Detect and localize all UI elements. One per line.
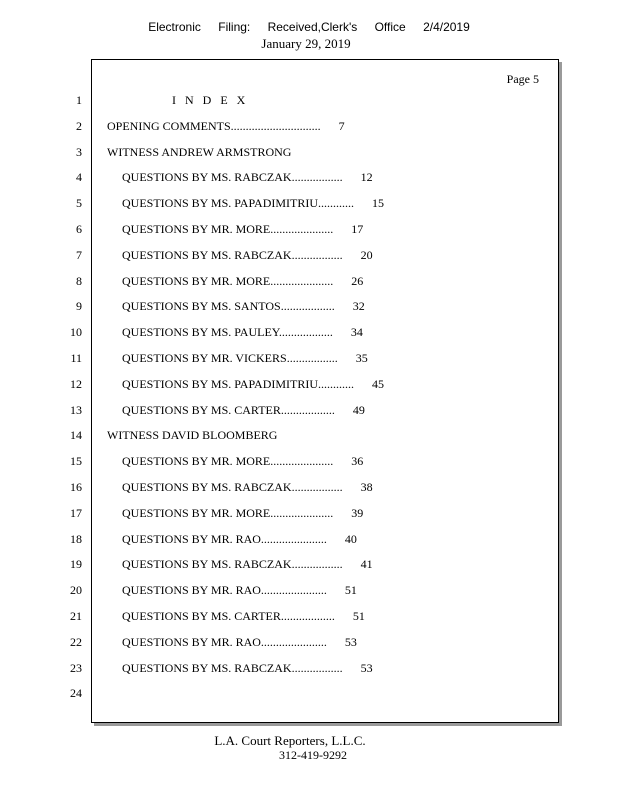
index-entry: WITNESS DAVID BLOOMBERG (107, 428, 278, 443)
filing-part: 2/4/2019 (423, 20, 470, 34)
line-number: 18 (70, 531, 82, 546)
index-entry: QUESTIONS BY MS. PAPADIMITRIU............ 45 (122, 376, 385, 391)
line-number: 22 (70, 634, 82, 649)
line-number: 14 (70, 428, 82, 443)
index-entry: QUESTIONS BY MS. RABCZAK................. 12 (122, 170, 373, 185)
index-entry: QUESTIONS BY MS. RABCZAK................. 38 (122, 480, 373, 494)
line-number: 7 (76, 247, 82, 262)
footer-phone: 312-419-9292 (279, 748, 347, 762)
index-title: I N D E X (172, 93, 249, 107)
index-entry: QUESTIONS BY MR. MORE..................... 26 (122, 273, 364, 288)
index-entry: QUESTIONS BY MR. MORE..................... 39 (122, 505, 364, 520)
line-number: 12 (70, 376, 82, 391)
line-number: 11 (70, 351, 82, 365)
filing-part: Electronic (148, 20, 201, 34)
line-number: 10 (70, 325, 82, 340)
index-entry: QUESTIONS BY MS. RABCZAK................. 20 (122, 247, 373, 262)
line-number: 8 (76, 273, 82, 288)
line-number: 23 (70, 660, 82, 675)
line-number: 20 (70, 583, 82, 598)
index-entry: QUESTIONS BY MR. RAO...................... 53 (122, 634, 357, 649)
index-entry: QUESTIONS BY MS. CARTER.................. 49 (122, 402, 365, 417)
line-number: 2 (76, 118, 82, 133)
line-number: 9 (76, 299, 82, 314)
footer-company: L.A. Court Reporters, L.L.C. (214, 733, 366, 748)
line-number: 5 (76, 196, 82, 211)
filing-part: Office (374, 20, 406, 34)
line-number: 4 (76, 170, 82, 185)
filing-part: Received,Clerk's (267, 20, 358, 34)
index-entry: QUESTIONS BY MS. PAPADIMITRIU............ 15 (122, 196, 385, 211)
electronic-filing-stamp (0, 20, 618, 34)
line-number: 15 (70, 454, 82, 469)
filing-part: Filing: (218, 20, 251, 34)
line-number: 17 (70, 505, 82, 520)
line-number: 6 (76, 222, 82, 236)
line-number: 19 (70, 557, 82, 572)
line-number: 16 (70, 480, 82, 494)
line-number: 13 (70, 402, 82, 417)
index-entry: QUESTIONS BY MS. RABCZAK................. 53 (122, 660, 373, 675)
index-entry: QUESTIONS BY MS. CARTER.................. 51 (122, 609, 365, 623)
index-entry: QUESTIONS BY MS. RABCZAK................. 41 (122, 557, 373, 572)
index-entry: QUESTIONS BY MR. MORE..................... 36 (122, 454, 364, 469)
index-entry: QUESTIONS BY MR. RAO...................... 40 (122, 531, 357, 546)
line-number: 21 (70, 609, 82, 623)
page-number: Page 5 (506, 72, 539, 86)
index-entry: QUESTIONS BY MS. PAULEY.................. 34 (122, 325, 363, 340)
index-entry: WITNESS ANDREW ARMSTRONG (107, 144, 292, 159)
line-number: 1 (76, 93, 82, 107)
index-entry: QUESTIONS BY MS. SANTOS.................. 32 (122, 299, 365, 314)
index-entry: QUESTIONS BY MR. VICKERS................. 35 (122, 351, 368, 365)
line-number: 3 (76, 144, 82, 159)
index-entry: QUESTIONS BY MR. RAO...................... 51 (122, 583, 357, 598)
index-entry: QUESTIONS BY MR. MORE..................... 17 (122, 222, 364, 236)
line-number: 24 (70, 686, 82, 701)
transcript-date: January 29, 2019 (261, 36, 351, 51)
index-entry: OPENING COMMENTS.............................. 7 (107, 118, 345, 133)
